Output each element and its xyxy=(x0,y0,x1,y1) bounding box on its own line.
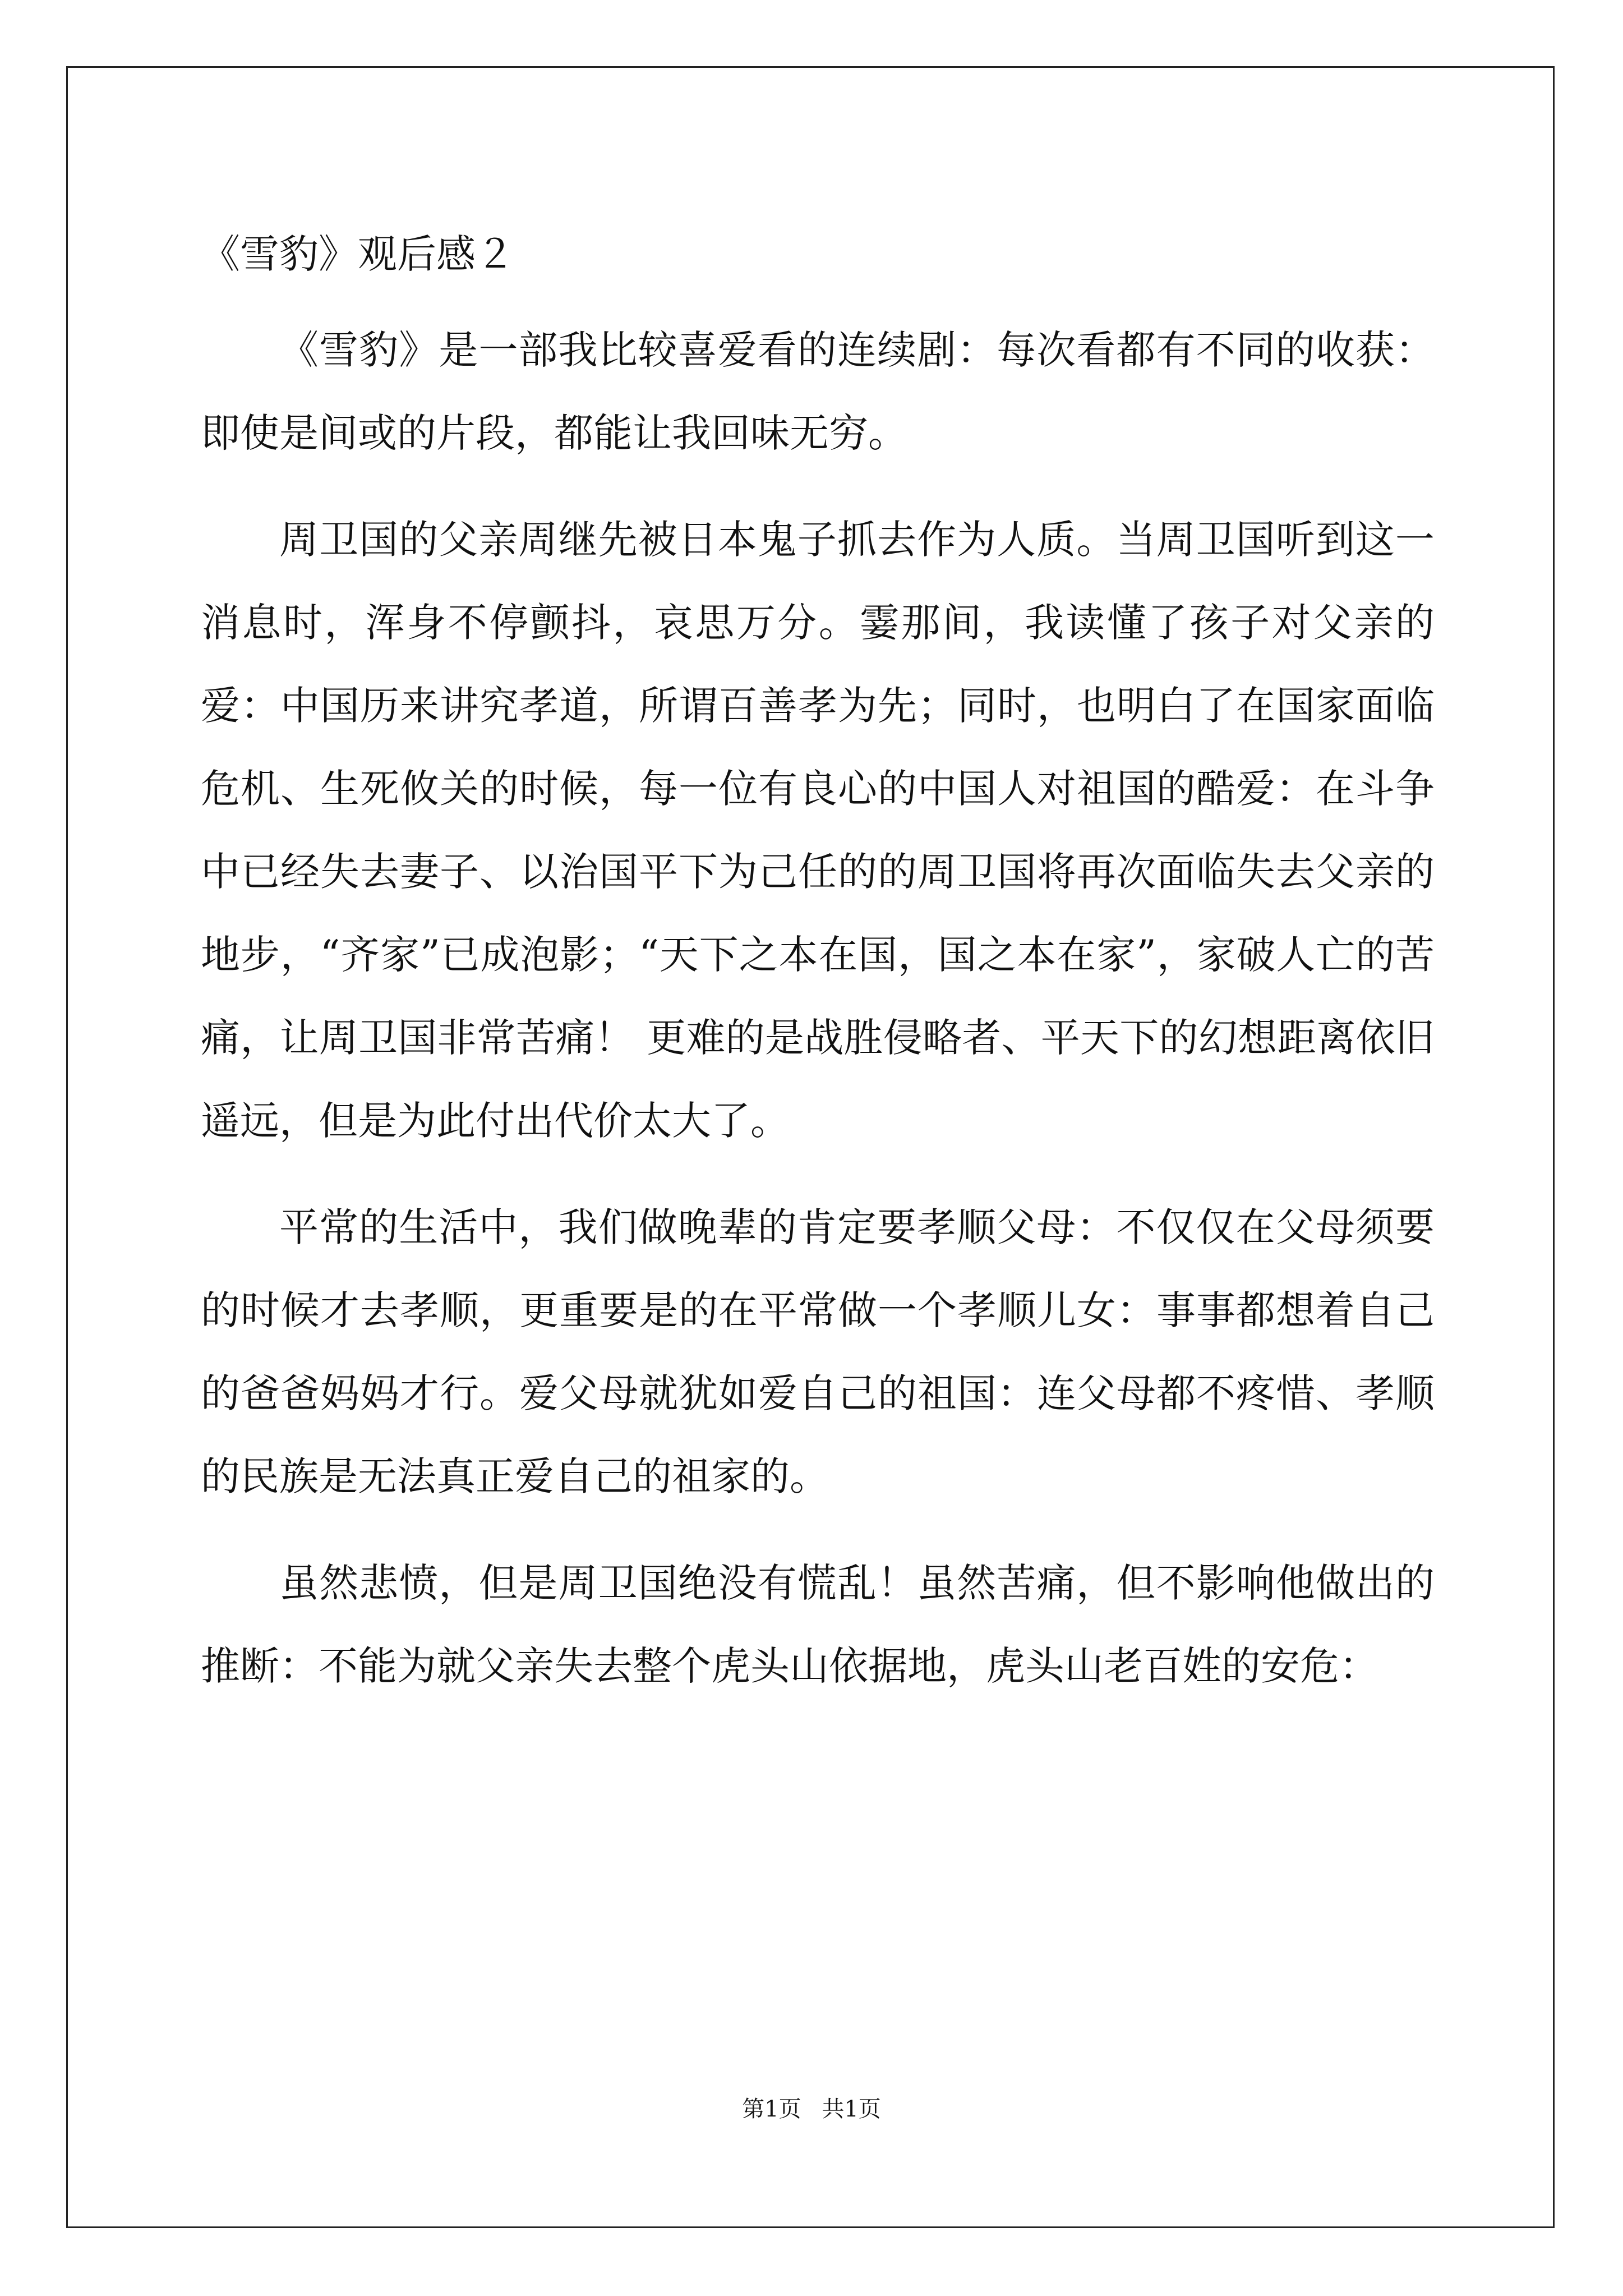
page-footer xyxy=(0,2091,1623,2123)
document-title: 《雪豹》观后感２ xyxy=(201,231,515,277)
paragraph-1: 《雪豹》是一部我比较喜爱看的连续剧：每次看都有不同的收获：即使是间或的片段，都能让我回味无穷。 xyxy=(201,327,1435,456)
paragraph-4: 虽然悲愤，但是周卫国绝没有慌乱！虽然苦痛，但不影响他做出的推断：不能为就父亲失去整个虎头山依据地，虎头山老百姓的安危： xyxy=(201,1560,1435,1689)
page-number: 第1页 xyxy=(742,2096,801,2122)
paragraph-3: 平常的生活中，我们做晚辈的肯定要孝顺父母：不仅仅在父母须要的时候才去孝顺，更重要是的在平常做一个孝顺儿女：事事都想着自己的爸爸妈妈才行。爱父母就犹如爱自己的祖国：连父母都不疼惜、孝顺的民族是无法真正爱自己的祖家的。 xyxy=(201,1204,1435,1499)
page-total: 共1页 xyxy=(822,2096,881,2122)
document-body xyxy=(201,223,1435,1708)
paragraph-2: 周卫国的父亲周继先被日本鬼子抓去作为人质。当周卫国听到这一消息时，浑身不停颤抖，哀思万分。霎那间，我读懂了孩子对父亲的爱：中国历来讲究孝道，所谓百善孝为先；同时，也明白了在国家面临危机、生死攸关的时候，每一位有良心的中国人对祖国的酷爱：在斗争中已经失去妻子、以治国平下为己任的的周卫国将再次面临失去父亲的地步，“齐家”已成泡影；“天下之本在国，国之本在家”，家破人亡的苦痛，让周卫国非常苦痛！ 更难的是战胜侵略者、平天下的幻想距离依旧遥远，但是为此付出代价太大了。 xyxy=(201,517,1435,1144)
